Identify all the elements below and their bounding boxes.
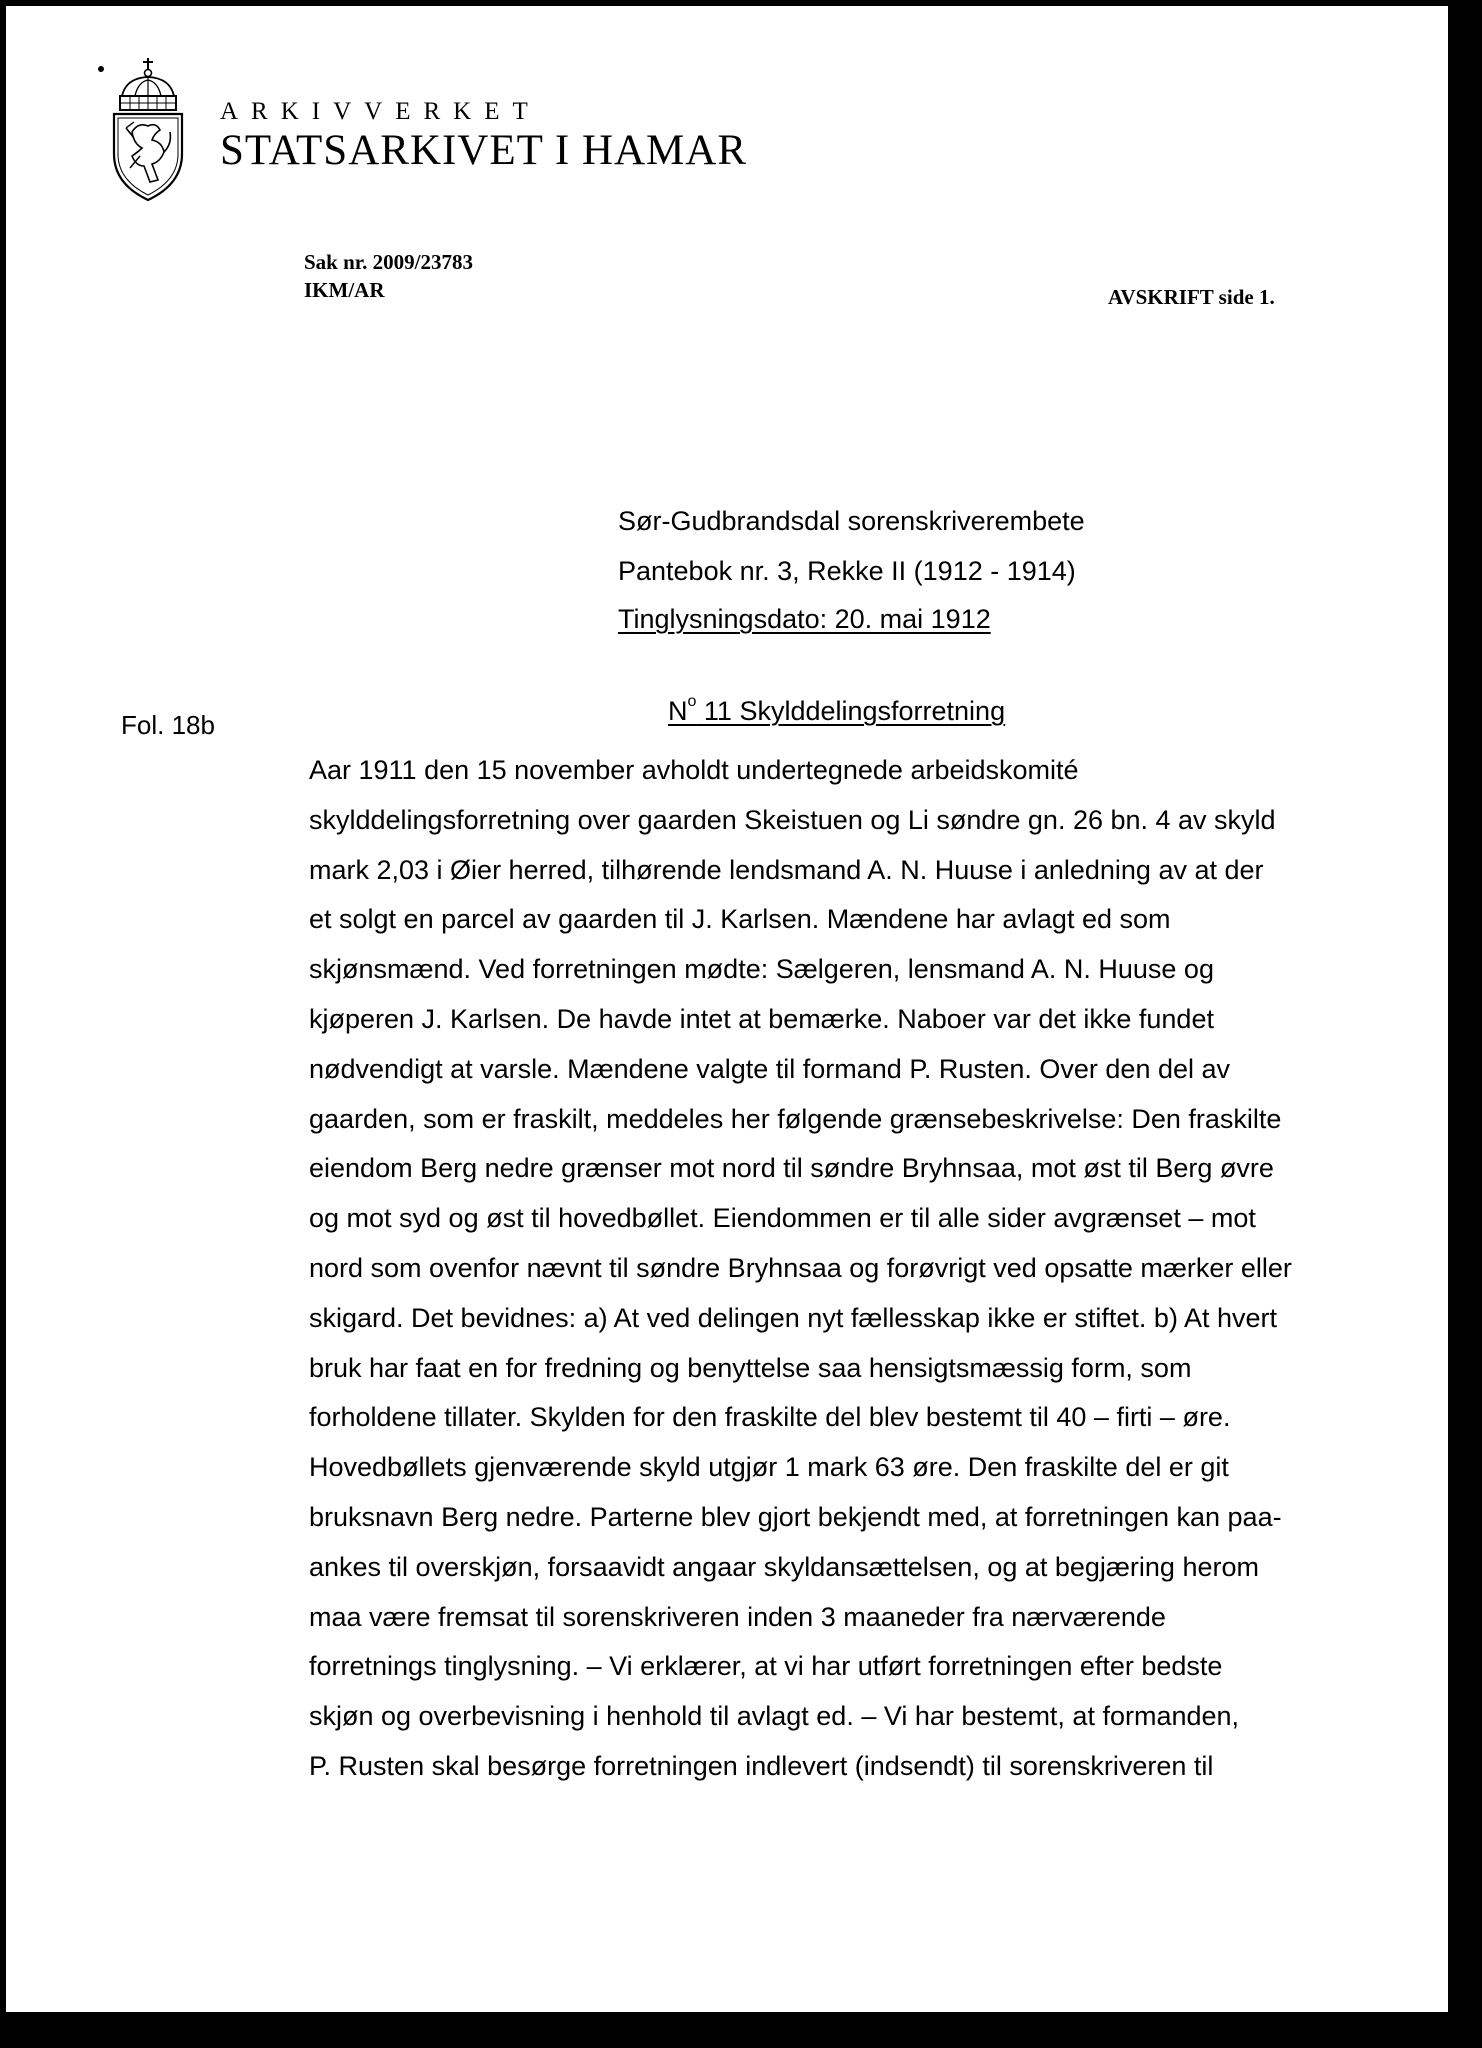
source-book: Pantebok nr. 3, Rekke II (1912 - 1914) [618,556,1076,586]
body-line: eiendom Berg nedre grænser mot nord til søndre Bryhnsaa, mot øst til Berg øvre [309,1153,1274,1184]
reference-initials: IKM/AR [304,278,385,302]
body-line: skjøn og overbevisning i henhold til avlagt ed. – Vi har bestemt, at formanden, [309,1701,1240,1732]
body-line: bruk har faat en for fredning og benyttelse saa hensigtsmæssig form, som [309,1352,1192,1383]
body-line: mark 2,03 i Øier herred, tilhørende lendsmand A. N. Huuse i anledning av at der [309,854,1264,885]
body-line: ankes til overskjøn, forsaavidt angaar skyldansættelsen, og at begjæring herom [309,1551,1259,1582]
body-line: bruksnavn Berg nedre. Parterne blev gjort bekjendt med, at forretningen kan paa- [309,1501,1282,1532]
norwegian-coat-of-arms-icon [104,56,192,202]
entry-number-label [668,693,697,726]
copy-page-label: AVSKRIFT side 1. [1108,285,1275,309]
document-page [6,6,1448,2012]
folio-reference: Fol. 18b [121,710,215,740]
archive-org-line: ARKIVVERKET [220,98,541,125]
entry-body [309,746,1379,1792]
entry-number-superscript: o [687,693,697,710]
body-line: forholdene tillater. Skylden for den fraskilte del blev bestemt til 40 – firti – øre. [309,1402,1231,1433]
body-line: og mot syd og øst til hovedbøllet. Eiendommen er til alle sider avgrænset – mot [309,1203,1256,1234]
body-line: Hovedbøllets gjenværende skyld utgjør 1 mark 63 øre. Den fraskilte del er git [309,1452,1229,1483]
entry-number-letter: N [668,696,688,726]
entry-title [668,694,1005,728]
body-line: skigard. Det bevidnes: a) At ved delingen nyt fællesskap ikke er stiftet. b) At hvert [309,1302,1277,1333]
body-line: forretnings tinglysning. – Vi erklærer, at vi har utført forretningen efter bedste [309,1651,1223,1682]
body-line: skjønsmænd. Ved forretningen mødte: Sælgeren, lensmand A. N. Huuse og [309,954,1214,985]
body-line: kjøperen J. Karlsen. De havde intet at bemærke. Naboer var det ikke fundet [309,1003,1214,1034]
body-line: nord som ovenfor nævnt til søndre Bryhnsaa og forøvrigt ved opsatte mærker eller [309,1252,1292,1283]
registration-date: Tinglysningsdato: 20. mai 1912 [618,604,991,634]
body-line: skylddelingsforretning over gaarden Skeistuen og Li søndre gn. 26 bn. 4 av skyld [309,804,1276,835]
body-line: gaarden, som er fraskilt, meddeles her følgende grænsebeskrivelse: Den fraskilte [309,1103,1282,1134]
entry-title-text: 11 Skylddelingsforretning [696,696,1006,726]
body-line: nødvendigt at varsle. Mændene valgte til formand P. Rusten. Over den del av [309,1053,1231,1084]
case-number: Sak nr. 2009/23783 [304,250,474,274]
body-line: Aar 1911 den 15 november avholdt undertegnede arbeidskomité [309,755,1079,785]
body-line: et solgt en parcel av gaarden til J. Karlsen. Mændene har avlagt ed som [309,904,1171,935]
archive-name [220,98,747,176]
source-office: Sør-Gudbrandsdal sorenskriverembete [618,506,1085,536]
body-line: maa være fremsat til sorenskriveren inden 3 maaneder fra nærværende [309,1601,1166,1632]
body-line: P. Rusten skal besørge forretningen indlevert (indsendt) til sorenskriveren til [309,1750,1214,1781]
archive-office-line: STATSARKIVET I HAMAR [220,127,748,174]
